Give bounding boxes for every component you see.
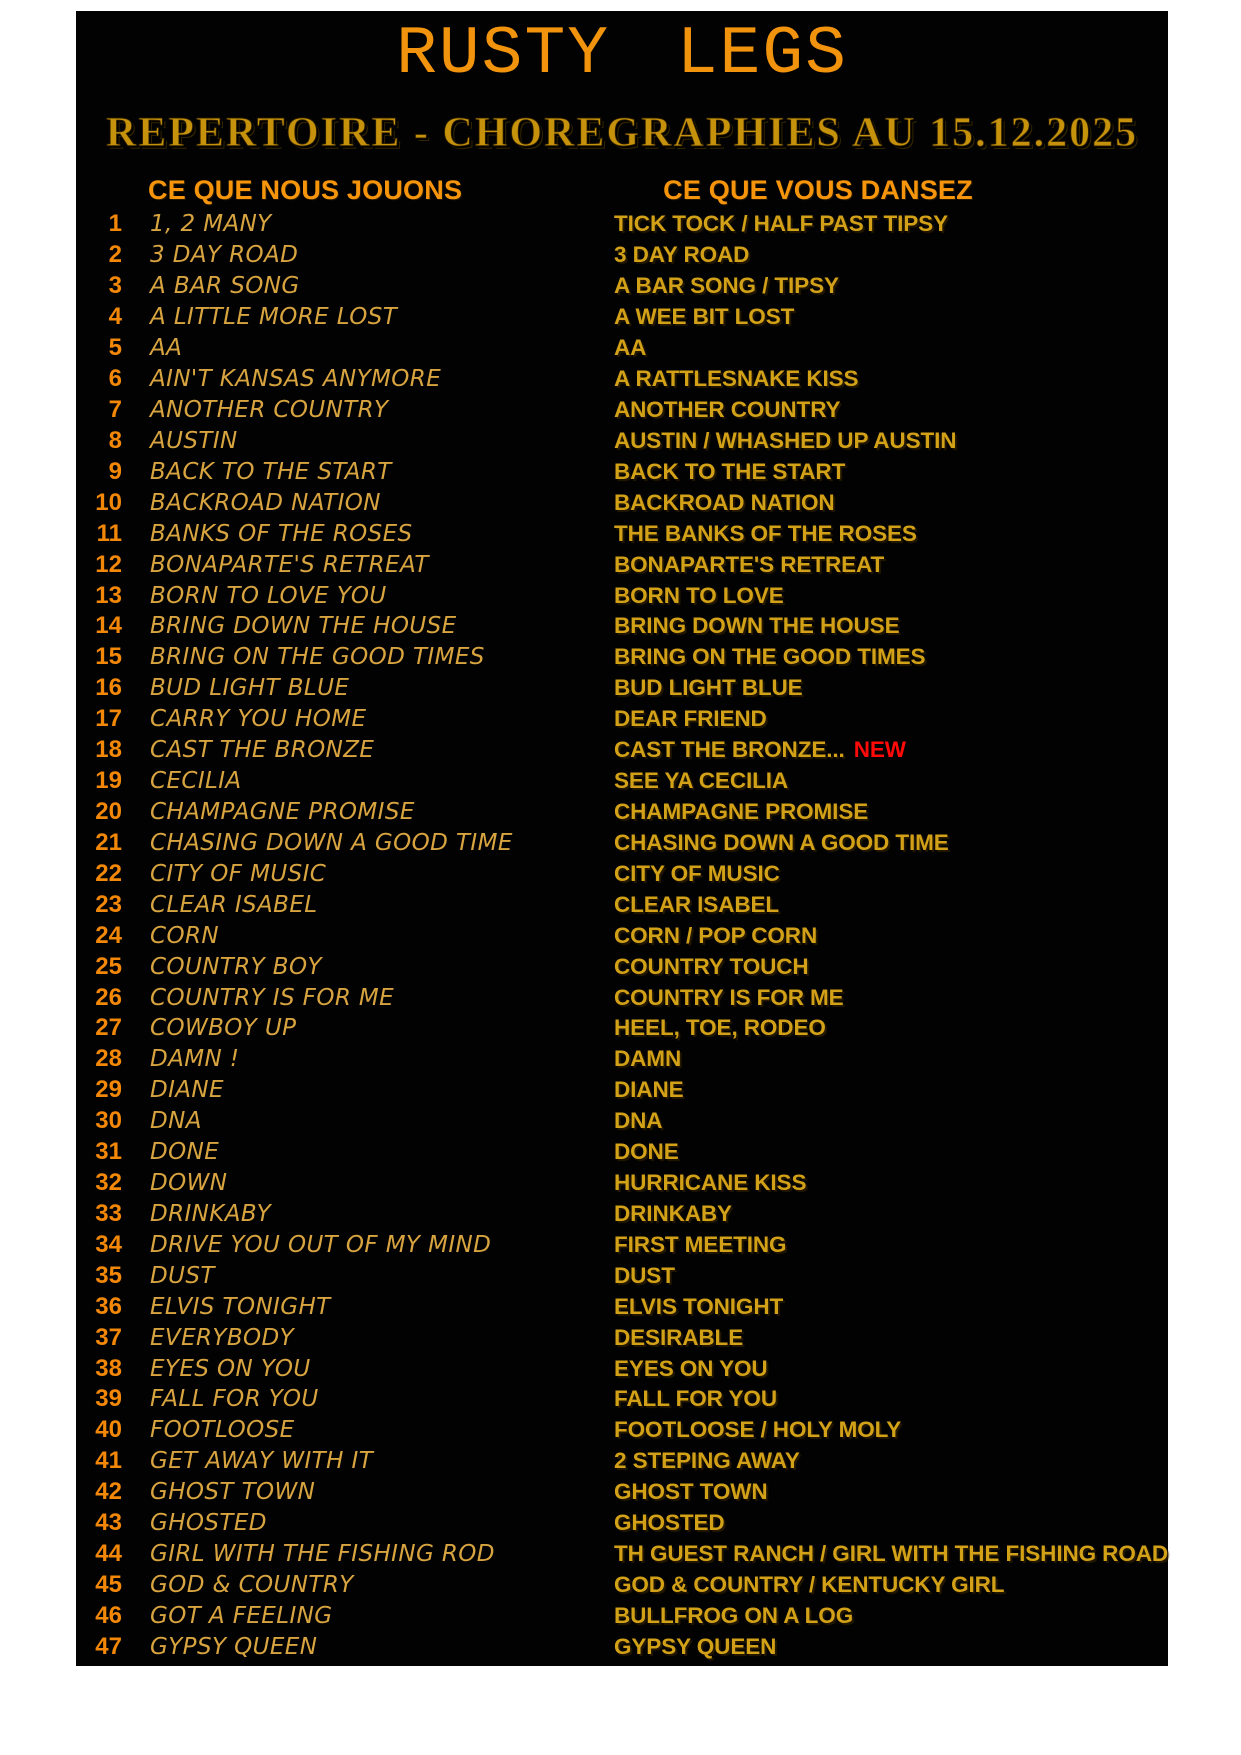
row-number: 25 <box>95 952 122 980</box>
repertoire-row <box>76 1508 1168 1539</box>
song-title: DUST <box>150 1262 215 1289</box>
dance-name <box>586 459 1168 485</box>
dance-text: HEEL, TOE, RODEO <box>614 1015 826 1041</box>
dance-text: COUNTRY TOUCH <box>614 953 809 979</box>
repertoire-row <box>76 487 1168 518</box>
row-number: 46 <box>95 1601 122 1629</box>
dance-name <box>586 830 1168 856</box>
song-title: COUNTRY IS FOR ME <box>150 984 395 1011</box>
dance-name <box>586 675 1168 701</box>
dance-name <box>586 1046 1168 1072</box>
song-title: GOD & COUNTRY <box>150 1572 354 1599</box>
repertoire-row <box>76 302 1168 333</box>
dance-text: TH GUEST RANCH / GIRL WITH THE FISHING ROAD <box>614 1541 1169 1567</box>
repertoire-row <box>76 1137 1168 1168</box>
dance-text: BORN TO LOVE <box>614 582 784 608</box>
dance-name <box>586 923 1168 949</box>
row-number: 45 <box>95 1571 122 1599</box>
row-number: 24 <box>95 921 122 949</box>
dance-name <box>586 1201 1168 1227</box>
row-number: 31 <box>95 1138 122 1166</box>
dance-text: HURRICANE KISS <box>614 1170 807 1196</box>
dance-name <box>586 1139 1168 1165</box>
dance-text: CLEAR ISABEL <box>614 891 780 917</box>
column-headers <box>76 177 1168 203</box>
dance-name <box>586 521 1168 547</box>
repertoire-row <box>76 642 1168 673</box>
repertoire-sheet <box>76 11 1168 1666</box>
dance-name <box>586 1541 1168 1567</box>
repertoire-row <box>76 1415 1168 1446</box>
row-number: 32 <box>95 1169 122 1197</box>
dance-text: A RATTLESNAKE KISS <box>614 366 859 392</box>
row-number: 29 <box>95 1076 122 1104</box>
dance-text: CAST THE BRONZE... <box>614 737 845 763</box>
dance-text: AA <box>614 335 647 361</box>
dance-name <box>586 1232 1168 1258</box>
dance-text: BONAPARTE'S RETREAT <box>614 551 885 577</box>
dance-name <box>586 1294 1168 1320</box>
song-title: ELVIS TONIGHT <box>150 1293 331 1320</box>
dance-text: DESIRABLE <box>614 1324 744 1350</box>
repertoire-row <box>76 1631 1168 1662</box>
dance-name <box>586 706 1168 732</box>
row-number: 15 <box>95 643 122 671</box>
dance-text: CHAMPAGNE PROMISE <box>614 798 869 824</box>
dance-name <box>586 954 1168 980</box>
dance-name <box>586 1108 1168 1134</box>
song-title: BUD LIGHT BLUE <box>150 675 350 702</box>
row-number: 36 <box>95 1292 122 1320</box>
song-title: DAMN ! <box>150 1046 240 1073</box>
dance-text: CITY OF MUSIC <box>614 860 780 886</box>
row-number: 35 <box>95 1261 122 1289</box>
dance-text: A WEE BIT LOST <box>614 304 795 330</box>
song-title: DONE <box>150 1139 220 1166</box>
row-number: 34 <box>95 1230 122 1258</box>
repertoire-row <box>76 364 1168 395</box>
dance-name <box>586 242 1168 268</box>
song-title: EVERYBODY <box>150 1324 295 1351</box>
dance-text: GHOSTED <box>614 1510 725 1536</box>
dance-text: DIANE <box>614 1077 684 1103</box>
repertoire-row <box>76 673 1168 704</box>
song-title: DRIVE YOU OUT OF MY MIND <box>150 1231 492 1258</box>
song-title: EYES ON YOU <box>150 1355 311 1382</box>
song-title: BRING ON THE GOOD TIMES <box>150 644 485 671</box>
repertoire-row <box>76 1353 1168 1384</box>
song-title: FALL FOR YOU <box>150 1386 319 1413</box>
repertoire-row <box>76 1539 1168 1570</box>
dance-text: 2 STEPING AWAY <box>614 1448 800 1474</box>
dance-name <box>586 1015 1168 1041</box>
repertoire-row <box>76 1013 1168 1044</box>
dance-text: AUSTIN / WHASHED UP AUSTIN <box>614 427 957 453</box>
dance-name <box>586 211 1168 237</box>
row-number: 26 <box>95 983 122 1011</box>
dance-text: ELVIS TONIGHT <box>614 1293 784 1319</box>
song-title: DOWN <box>150 1170 228 1197</box>
column-header-plays: CE QUE NOUS JOUONS <box>148 175 463 205</box>
song-title: BONAPARTE'S RETREAT <box>150 551 429 578</box>
song-title: CORN <box>150 922 219 949</box>
band-title: RUSTY LEGS <box>396 16 848 93</box>
song-title: AUSTIN <box>150 427 238 454</box>
dance-name <box>586 397 1168 423</box>
dance-text: GOD & COUNTRY / KENTUCKY GIRL <box>614 1572 1005 1598</box>
row-number: 1 <box>108 210 122 238</box>
row-number: 20 <box>95 797 122 825</box>
row-number: 5 <box>108 334 122 362</box>
dance-name <box>586 490 1168 516</box>
dance-name <box>586 1356 1168 1382</box>
row-number: 41 <box>95 1447 122 1475</box>
dance-text: DNA <box>614 1108 663 1134</box>
dance-name <box>586 1448 1168 1474</box>
dance-text: COUNTRY IS FOR ME <box>614 984 844 1010</box>
dance-text: BULLFROG ON A LOG <box>614 1602 854 1628</box>
dance-name <box>586 1634 1168 1660</box>
dance-text: DEAR FRIEND <box>614 706 767 732</box>
dance-name <box>586 428 1168 454</box>
song-title: A LITTLE MORE LOST <box>150 304 398 331</box>
song-title: COUNTRY BOY <box>150 953 322 980</box>
dance-text: FIRST MEETING <box>614 1231 787 1257</box>
dance-name <box>586 892 1168 918</box>
dance-text: CORN / POP CORN <box>614 922 818 948</box>
dance-text: GHOST TOWN <box>614 1479 768 1505</box>
song-title: 3 DAY ROAD <box>150 242 299 269</box>
song-title: GOT A FEELING <box>150 1602 333 1629</box>
repertoire-row <box>76 1322 1168 1353</box>
song-title: 1, 2 MANY <box>150 211 272 238</box>
song-title: CHASING DOWN A GOOD TIME <box>150 829 513 856</box>
repertoire-row <box>76 1291 1168 1322</box>
dance-name <box>586 366 1168 392</box>
row-number: 3 <box>108 272 122 300</box>
dance-name <box>586 1510 1168 1536</box>
song-title: DIANE <box>150 1077 224 1104</box>
song-title: COWBOY UP <box>150 1015 297 1042</box>
dance-text: GYPSY QUEEN <box>614 1633 777 1659</box>
dance-name <box>586 1572 1168 1598</box>
dance-name <box>586 1170 1168 1196</box>
repertoire-row <box>76 766 1168 797</box>
row-number: 14 <box>95 612 122 640</box>
row-number: 28 <box>95 1045 122 1073</box>
repertoire-row <box>76 425 1168 456</box>
row-number: 27 <box>95 1014 122 1042</box>
song-title: CARRY YOU HOME <box>150 706 367 733</box>
repertoire-row <box>76 333 1168 364</box>
dance-name <box>586 861 1168 887</box>
row-number: 21 <box>95 828 122 856</box>
repertoire-row <box>76 456 1168 487</box>
dance-name <box>586 1417 1168 1443</box>
repertoire-row <box>76 1384 1168 1415</box>
row-number: 22 <box>95 859 122 887</box>
row-number: 7 <box>108 395 122 423</box>
repertoire-row <box>76 982 1168 1013</box>
row-number: 23 <box>95 890 122 918</box>
song-title: BACK TO THE START <box>150 458 392 485</box>
dance-name <box>586 985 1168 1011</box>
song-title: FOOTLOOSE <box>150 1417 295 1444</box>
dance-text: 3 DAY ROAD <box>614 242 750 268</box>
song-title: DNA <box>150 1108 202 1135</box>
dance-text: THE BANKS OF THE ROSES <box>614 520 917 546</box>
song-title: BACKROAD NATION <box>150 489 381 516</box>
row-number: 30 <box>95 1107 122 1135</box>
repertoire-row <box>76 735 1168 766</box>
repertoire-row <box>76 395 1168 426</box>
dance-text: FOOTLOOSE / HOLY MOLY <box>614 1417 902 1443</box>
dance-name <box>586 1386 1168 1412</box>
repertoire-row <box>76 611 1168 642</box>
dance-text: FALL FOR YOU <box>614 1386 777 1412</box>
dance-name <box>586 1263 1168 1289</box>
dance-text: BUD LIGHT BLUE <box>614 675 803 701</box>
row-number: 44 <box>95 1540 122 1568</box>
repertoire-row <box>76 951 1168 982</box>
new-badge: NEW <box>853 737 906 763</box>
dance-name <box>586 737 1168 763</box>
row-number: 42 <box>95 1478 122 1506</box>
dance-text: DUST <box>614 1262 675 1288</box>
dance-text: EYES ON YOU <box>614 1355 768 1381</box>
repertoire-row <box>76 858 1168 889</box>
row-number: 17 <box>95 705 122 733</box>
song-title: AA <box>150 335 183 362</box>
song-title: DRINKABY <box>150 1200 272 1227</box>
repertoire-row <box>76 797 1168 828</box>
dance-name <box>586 552 1168 578</box>
song-title: CITY OF MUSIC <box>150 860 327 887</box>
repertoire-row <box>76 271 1168 302</box>
dance-text: BRING ON THE GOOD TIMES <box>614 644 926 670</box>
dance-name <box>586 768 1168 794</box>
repertoire-list <box>76 209 1168 1662</box>
song-title: CHAMPAGNE PROMISE <box>150 798 415 825</box>
song-title: GHOST TOWN <box>150 1479 316 1506</box>
row-number: 2 <box>108 241 122 269</box>
repertoire-row <box>76 889 1168 920</box>
song-title: AIN'T KANSAS ANYMORE <box>150 366 442 393</box>
row-number: 6 <box>108 365 122 393</box>
row-number: 4 <box>108 303 122 331</box>
row-number: 47 <box>95 1632 122 1660</box>
repertoire-row <box>76 1075 1168 1106</box>
repertoire-row <box>76 1044 1168 1075</box>
dance-name <box>586 273 1168 299</box>
song-title: CLEAR ISABEL <box>150 891 318 918</box>
dance-name <box>586 1479 1168 1505</box>
repertoire-row <box>76 549 1168 580</box>
song-title: CAST THE BRONZE <box>150 737 375 764</box>
row-number: 40 <box>95 1416 122 1444</box>
row-number: 33 <box>95 1199 122 1227</box>
row-number: 13 <box>95 581 122 609</box>
row-number: 9 <box>108 457 122 485</box>
repertoire-row <box>76 518 1168 549</box>
repertoire-row <box>76 209 1168 240</box>
song-title: GHOSTED <box>150 1510 267 1537</box>
dance-text: DONE <box>614 1139 679 1165</box>
row-number: 16 <box>95 674 122 702</box>
dance-name <box>586 1325 1168 1351</box>
row-number: 39 <box>95 1385 122 1413</box>
dance-text: TICK TOCK / HALF PAST TIPSY <box>614 211 948 237</box>
dance-name <box>586 613 1168 639</box>
dance-text: BRING DOWN THE HOUSE <box>614 613 900 639</box>
row-number: 10 <box>95 488 122 516</box>
dance-text: ANOTHER COUNTRY <box>614 396 841 422</box>
row-number: 38 <box>95 1354 122 1382</box>
song-title: GYPSY QUEEN <box>150 1633 318 1660</box>
row-number: 12 <box>95 550 122 578</box>
repertoire-row <box>76 1260 1168 1291</box>
song-title: CECILIA <box>150 768 242 795</box>
dance-name <box>586 644 1168 670</box>
song-title: BORN TO LOVE YOU <box>150 582 387 609</box>
dance-text: SEE YA CECILIA <box>614 768 789 794</box>
row-number: 18 <box>95 736 122 764</box>
song-title: BRING DOWN THE HOUSE <box>150 613 457 640</box>
dance-text: A BAR SONG / TIPSY <box>614 273 839 299</box>
row-number: 37 <box>95 1323 122 1351</box>
row-number: 8 <box>108 426 122 454</box>
dance-name <box>586 1603 1168 1629</box>
repertoire-row <box>76 1446 1168 1477</box>
dance-text: CHASING DOWN A GOOD TIME <box>614 829 949 855</box>
row-number: 11 <box>96 519 122 547</box>
song-title: GIRL WITH THE FISHING ROD <box>150 1541 495 1568</box>
dance-name <box>586 583 1168 609</box>
row-number: 19 <box>95 767 122 795</box>
dance-name <box>586 799 1168 825</box>
repertoire-row <box>76 1168 1168 1199</box>
dance-name <box>586 1077 1168 1103</box>
repertoire-row <box>76 580 1168 611</box>
column-header-dances: CE QUE VOUS DANSEZ <box>663 175 973 205</box>
repertoire-row <box>76 920 1168 951</box>
row-number: 43 <box>95 1509 122 1537</box>
song-title: A BAR SONG <box>150 273 300 300</box>
repertoire-row <box>76 704 1168 735</box>
dance-name <box>586 335 1168 361</box>
repertoire-row <box>76 1570 1168 1601</box>
dance-text: BACK TO THE START <box>614 458 846 484</box>
repertoire-subtitle: REPERTOIRE - CHOREGRAPHIES AU 15.12.2025 <box>105 110 1139 156</box>
repertoire-row <box>76 1229 1168 1260</box>
song-title: BANKS OF THE ROSES <box>150 520 413 547</box>
repertoire-row <box>76 1477 1168 1508</box>
dance-name <box>586 304 1168 330</box>
song-title: GET AWAY WITH IT <box>150 1448 374 1475</box>
repertoire-row <box>76 1600 1168 1631</box>
repertoire-row <box>76 1199 1168 1230</box>
repertoire-row <box>76 827 1168 858</box>
dance-text: BACKROAD NATION <box>614 489 835 515</box>
repertoire-row <box>76 1106 1168 1137</box>
dance-text: DRINKABY <box>614 1200 732 1226</box>
song-title: ANOTHER COUNTRY <box>150 396 389 423</box>
dance-text: DAMN <box>614 1046 682 1072</box>
repertoire-row <box>76 240 1168 271</box>
